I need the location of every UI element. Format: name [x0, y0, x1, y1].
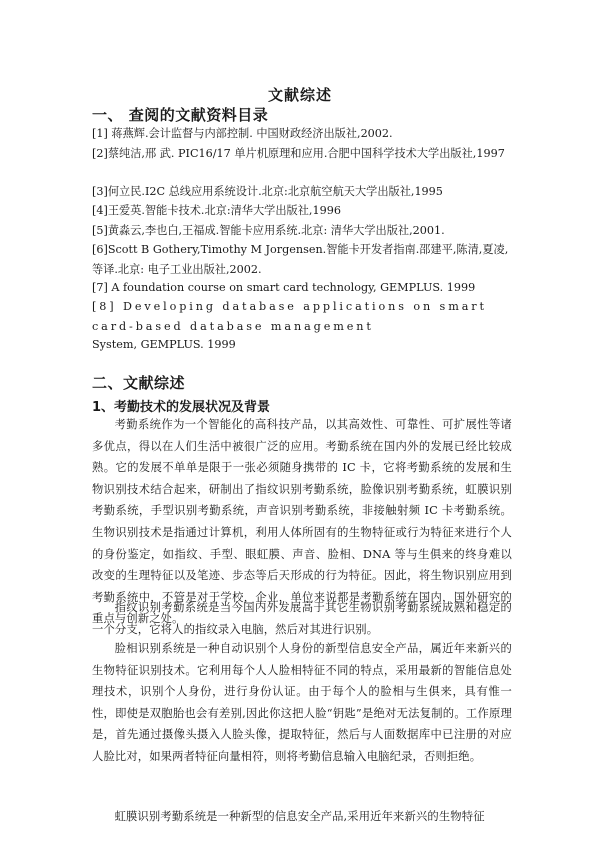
reference-item: [3]何立民.I2C 总线应用系统设计.北京:北京航空航天大学出版社,1995 [92, 185, 443, 198]
reference-item: [2]蔡纯洁,邢 武. PIC16/17 单片机原理和应用.合肥中国科学技术大学出版社,1997 [92, 147, 505, 160]
subsection-heading: 1、考勤技术的发展状况及背景 [92, 400, 271, 415]
reference-item: [7] A foundation course on smart card technology, GEMPLUS. 1999 [92, 281, 476, 294]
section-heading-references: 一、 查阅的文献资料目录 [92, 106, 269, 124]
reference-item: [1] 蒋燕辉.会计监督与内部控制. 中国财政经济出版社,2002. [92, 127, 393, 140]
body-paragraph: 虹膜识别考勤系统是一种新型的信息安全产品,采用近年来新兴的生物特征 [114, 810, 485, 823]
reference-item: System, GEMPLUS. 1999 [92, 338, 236, 351]
body-paragraph: 考勤系统作为一个智能化的高科技产品，以其高效性、可靠性、可扩展性等诸多优点，得以在人们生活中被很广泛的应用。考勤系统在国内外的发展已经比较成熟。它的发展不单单是限于一张必须随身携带的 IC 卡，它将考勤系统的发展和生物识别技术结合起来，研制出了指纹识别考勤系统，脸像识别考勤系统，虹膜识别考勤系统，手型识别考勤系统，声音识别考勤系统，非接触射频 IC 卡考勤系统。生物识别技术是指通过计算机，利用人体所固有的生物特征或行为特征来进行个人的身份鉴定，如指纹、手型、眼虹膜、声音、脸相、DNA 等与生俱来的终身难以改变的生理特征以及笔迹、步态等后天形成的行为特征。因此，将生物识别应用到考勤系统中，不管是对于学校，企业，单位来说都是考勤系统在国内，国外研究的重点与创新之处。 [92, 418, 512, 626]
reference-item: [6]Scott B Gothery,Timothy M Jorgensen.智能卡开发者指南.邵建平,陈清,夏凌,等译.北京: 电子工业出版社,2002. [92, 243, 509, 276]
reference-item: [5]黄淼云,李也白,王福成.智能卡应用系统.北京: 清华大学出版社,2001. [92, 224, 445, 237]
body-paragraph: 指纹识别考勤系统是当今国内外发展高于其它生物识别考勤系统成熟和稳定的一个分支，它将人的指纹录入电脑，然后对其进行识别。 [92, 601, 512, 636]
reference-item: [4]王爱英.智能卡技术.北京:清华大学出版社,1996 [92, 204, 341, 217]
section-heading-review: 二、文献综述 [92, 374, 186, 392]
reference-item: [8] Developing database applications on smart card-based database management [92, 300, 487, 333]
document-title: 文献综述 [267, 86, 332, 104]
body-paragraph: 脸相识别系统是一种自动识别个人身份的新型信息安全产品，属近年来新兴的生物特征识别技术。它利用每个人人脸相特征不同的特点，采用最新的智能信息处理技术，识别个人身份，进行身份认证。由于每个人的脸相与生俱来，具有惟一性，即使是双胞胎也会有差别,因此你这把人脸“钥匙”是绝对无法复制的。工作原理是，首先通过摄像头摄入人脸头像，提取特征，然后与人面数据库中已注册的对应人脸比对，如果两者特征向量相符，则将考勤信息输入电脑纪录，否则拒绝。 [92, 642, 512, 763]
